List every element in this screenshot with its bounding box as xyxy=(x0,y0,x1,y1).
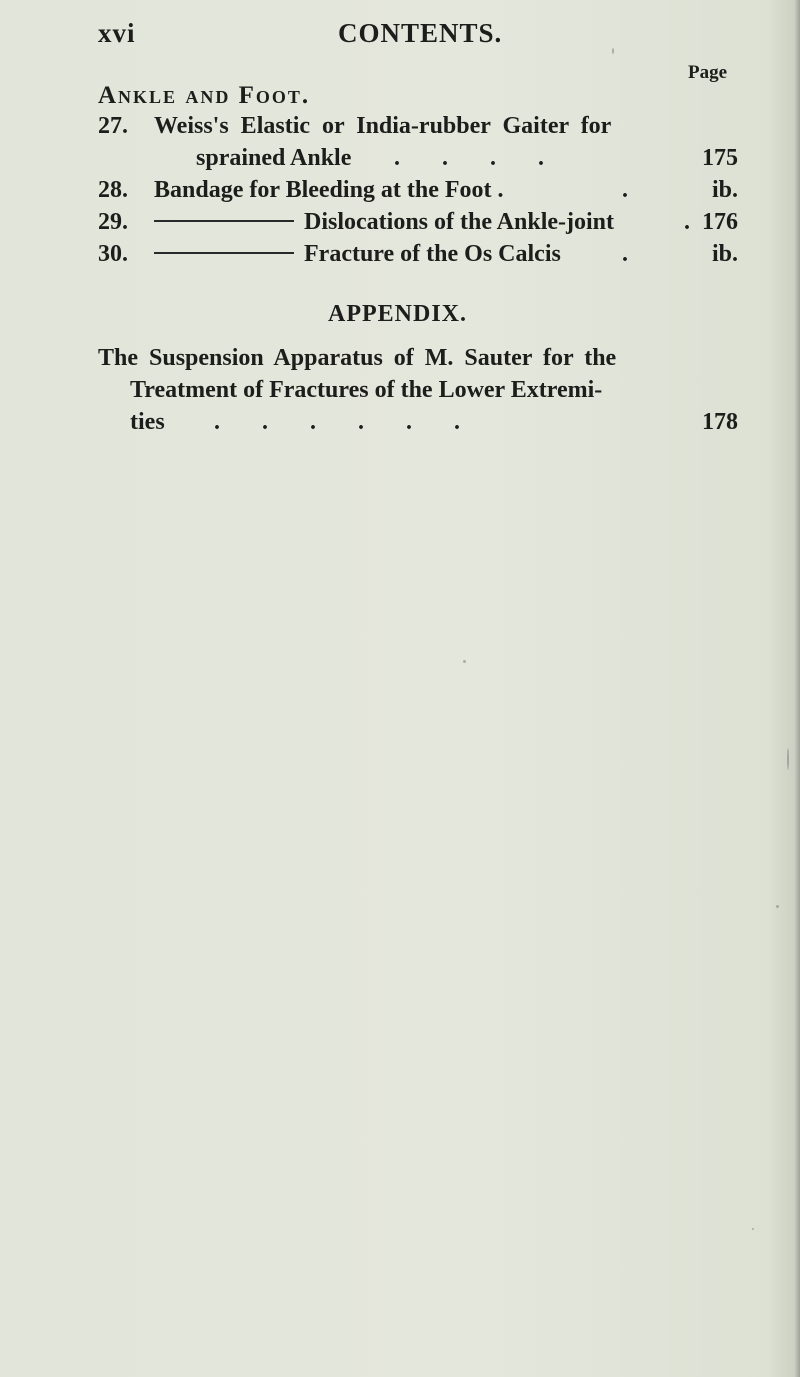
dot-leader: . xyxy=(684,209,690,235)
page-column-label: Page xyxy=(688,62,728,83)
section-title: Ankle and Foot. xyxy=(98,82,311,109)
toc-entry-30 xyxy=(98,238,738,270)
entry-text: Dislocations of the Ankle-joint xyxy=(304,209,615,235)
paper-speck xyxy=(612,48,614,54)
dot-leader: . . . . . . xyxy=(214,409,460,435)
entry-page: 176 xyxy=(702,209,738,235)
toc-entry-27 xyxy=(98,110,738,142)
entry-number: 27. xyxy=(98,113,128,139)
appendix-line-1: The Suspension Apparatus of M. Sauter for the xyxy=(98,345,617,371)
entry-number: 29. xyxy=(98,209,128,235)
dot-leader: . . . . xyxy=(394,145,544,171)
entry-text-continuation: sprained Ankle xyxy=(196,145,352,171)
appendix-page: 178 xyxy=(702,409,738,435)
running-head xyxy=(98,18,698,48)
page-folio: xvi xyxy=(98,18,136,48)
ditto-rule xyxy=(154,220,294,222)
appendix-line-3 xyxy=(130,406,738,438)
entry-text-wrap xyxy=(154,206,614,238)
entry-number: 28. xyxy=(98,177,128,203)
paper-speck xyxy=(463,660,466,663)
entry-text: Fracture of the Os Calcis xyxy=(304,241,561,267)
appendix-heading: APPENDIX. xyxy=(328,301,467,327)
entry-text-wrap xyxy=(154,238,561,270)
toc-entry-29 xyxy=(98,206,738,238)
entry-text: Weiss's Elastic or India-rubber Gaiter for xyxy=(154,113,612,139)
appendix-line-3-text: ties xyxy=(130,409,165,435)
dot-leader: . xyxy=(622,177,628,203)
entry-text: Bandage for Bleeding at the Foot . xyxy=(154,177,504,203)
entry-page: ib. xyxy=(711,241,738,267)
paper-speck xyxy=(776,905,779,908)
paper-speck xyxy=(752,1228,754,1230)
paper-speck xyxy=(787,748,789,770)
toc-entry-27-continuation xyxy=(98,142,738,174)
entry-page: 175 xyxy=(702,145,738,171)
entry-number: 30. xyxy=(98,241,128,267)
entry-page: ib. xyxy=(711,177,738,203)
ditto-rule xyxy=(154,252,294,254)
dot-leader: . xyxy=(622,241,628,267)
page-edge xyxy=(794,0,800,1377)
toc-entry-28 xyxy=(98,174,738,206)
running-head-title: CONTENTS. xyxy=(338,18,503,48)
appendix-line-2: Treatment of Fractures of the Lower Extremi- xyxy=(130,377,603,403)
